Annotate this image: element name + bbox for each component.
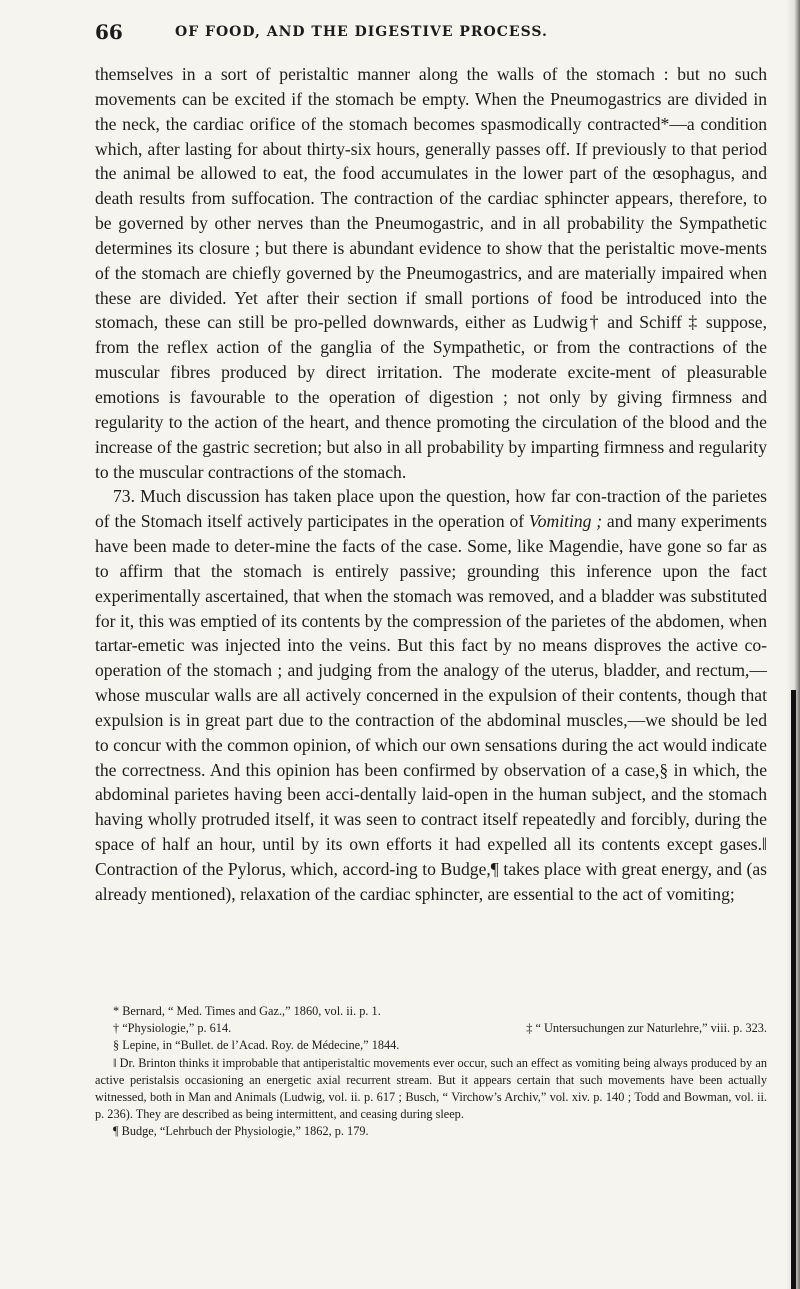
body-text: [95, 62, 767, 907]
footnote-pilcrow: ¶ Budge, “Lehrbuch der Physiologie,” 1862, p. 179.: [113, 1124, 369, 1139]
footnote-parallel: ‖ Dr. Brinton thinks it improbable that antiperistaltic movements ever occur, such an effect as vomiting being always produced by an active peristalsis occasioning an energetic axial recurrent stream. But it appears certain that such movements have been actually witnessed, both in Man and Animals (Ludwig, vol. ii. p. 617 ; Busch, “ Virchow’s Archiv,” vol. xiv. p. 140 ; Todd and Bowman, vol. ii. p. 236). They are described as being intermittent, and ceasing during sleep.: [95, 1055, 767, 1122]
footnote-section: § Lepine, in “Bullet. de l’Acad. Roy. de Médecine,” 1844.: [113, 1038, 400, 1053]
page-number: 66: [95, 20, 123, 44]
footnote-dagger: † “Physiologie,” p. 614.: [113, 1021, 232, 1036]
paragraph-73: [95, 484, 767, 906]
page-header: [95, 20, 760, 48]
running-head: OF FOOD, AND THE DIGESTIVE PROCESS.: [175, 24, 548, 40]
paragraph-73-start: 73. Much discussion has taken place upon the question, how far con-traction of the parietes of the Stomach itself actively participates in the operation of: [95, 486, 767, 532]
footnotes: [95, 1003, 767, 1141]
footnote-star: * Bernard, “ Med. Times and Gaz.,” 1860, vol. ii. p. 1.: [113, 1004, 381, 1018]
italic-vomiting: Vomiting ;: [528, 511, 603, 532]
footnote-double-dagger: ‡ “ Untersuchungen zur Naturlehre,” viii. p. 323.: [526, 1021, 767, 1036]
footnote-row-dagger: [95, 1020, 767, 1037]
paragraph-continued: themselves in a sort of peristaltic manner along the walls of the stomach : but no such movements can be excited if the stomach be empty. When the Pneumogastrics are divided in the neck, the cardiac orifice of the stomach becomes spasmodically contracted*—a condition which, after lasting for about thirty-six hours, generally passes off. If previously to that period the animal be allowed to eat, the food accumulates in the lower part of the œsophagus, and death results from suffocation. The contraction of the cardiac sphincter appears, therefore, to be governed by other nerves than the Pneumogastric, and in all probability the Sympathetic determines its closure ; but there is abundant evidence to show that the peristaltic move-ments of the stomach are chiefly governed by the Pneumogastrics, and are materially impaired when these are divided. Yet after their section if small portions of food be introduced into the stomach, these can still be pro-pelled downwards, either as Ludwig† and Schiff ‡ suppose, from the reflex action of the ganglia of the Sympathetic, or from the contractions of the muscular fibres produced by direct irritation. The moderate excite-ment of pleasurable emotions is favourable to the operation of digestion ; not only by giving firmness and regularity to the action of the heart, and thence promoting the circulation of the blood and the increase of the gastric secretion; but also in all probability by imparting firmness and regularity to the muscular contractions of the stomach.: [95, 64, 767, 482]
binding-edge: [791, 690, 796, 1289]
paragraph-73-end: and many experiments have been made to deter-mine the facts of the case. Some, like Magendie, have gone so far as to affirm that the stomach is entirely passive; grounding this inference upon the fact experimentally ascertained, that when the stomach was removed, and a bladder was substituted for it, this was emptied of its contents by the compression of the parietes of the abdomen, when tartar-emetic was injected into the veins. But this fact by no means disproves the active co-operation of the stomach ; and judging from the analogy of the uterus, bladder, and rectum,—whose muscular walls are all actively concerned in the expulsion of their contents, though that expulsion is in great part due to the contraction of the abdominal muscles,—we should be led to concur with the common opinion, of which our own sensations during the act would indicate the correctness. And this opinion has been confirmed by observation of a case,§ in which, the abdominal parietes having been acci-dentally laid-open in the human subject, and the stomach having wholly protruded itself, it was seen to contract itself repeatedly and forcibly, during the space of half an hour, until by its own efforts it had expelled all its contents except gases.‖ Contraction of the Pylorus, which, accord-ing to Budge,¶ takes place with great energy, and (as already mentioned), relaxation of the cardiac sphincter, are essential to the act of vomiting;: [95, 511, 767, 904]
